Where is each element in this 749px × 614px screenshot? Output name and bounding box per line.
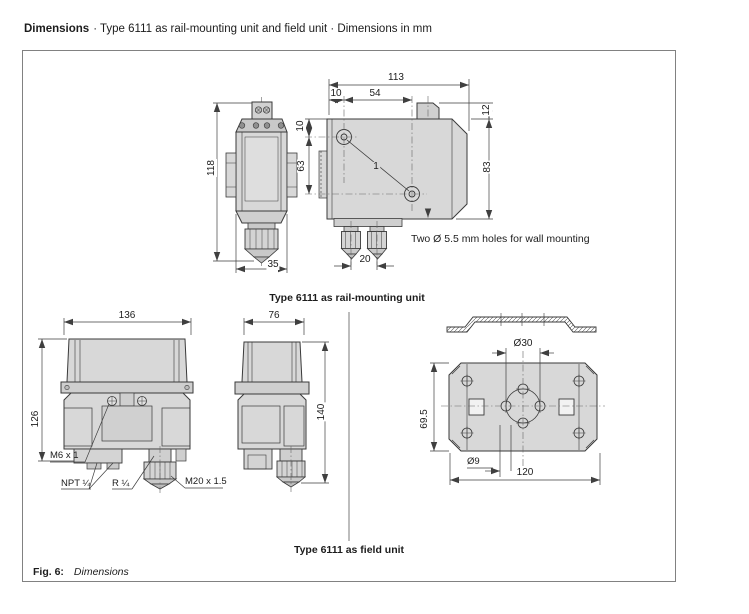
dim-hole-offset-x: 10 [330, 88, 342, 99]
dim-field-side-height: 140 [316, 403, 327, 421]
dim-field-front-height: 126 [30, 410, 41, 428]
dim-rail-base-width: 35 [267, 259, 279, 270]
thread-gland-label: M20 x 1.5 [185, 476, 227, 487]
page-title [24, 23, 432, 35]
bracket-profile [447, 317, 596, 332]
rail-unit-side-view [213, 97, 297, 273]
figure-number: Fig. 6: [33, 566, 64, 578]
title-word: Dimensions [24, 23, 90, 35]
dim-plate-bolt-circle: Ø30 [513, 338, 533, 349]
dim-gland-span: 20 [359, 254, 371, 265]
field-unit-side-view [235, 318, 329, 492]
dim-body-height: 83 [482, 161, 493, 173]
thread-conduit-label: NPT ¼ [61, 478, 91, 489]
rail-unit-caption: Type 6111 as rail-mounting unit [269, 292, 425, 304]
dim-plate-hole-dia: Ø9 [467, 456, 480, 467]
figure-caption-text: Dimensions [73, 566, 129, 578]
wall-mounting-note: Two Ø 5.5 mm holes for wall mounting [411, 233, 590, 245]
dim-plate-height: 69.5 [419, 409, 430, 429]
title-subtitle: · Type 6111 as rail-mounting unit and field unit · Dimensions in mm [93, 23, 432, 35]
dim-hole-span-y: 63 [296, 160, 307, 172]
field-unit-front-view [38, 318, 223, 493]
dim-rail-height: 118 [206, 160, 217, 176]
hole-ref-label: 1 [373, 161, 379, 172]
dim-boss-height: 12 [481, 104, 492, 116]
dim-field-side-width: 76 [268, 310, 280, 321]
thread-pipe-label: R ¼ [112, 478, 130, 489]
figure-caption [33, 566, 129, 578]
field-unit-caption: Type 6111 as field unit [293, 544, 405, 556]
dim-hole-span-x: 54 [369, 88, 381, 99]
figure-box [22, 50, 676, 582]
dim-field-front-width: 136 [118, 310, 136, 321]
dim-rail-total-width: 113 [388, 72, 404, 83]
dim-hole-offset-y: 10 [295, 120, 306, 132]
dim-plate-width: 120 [516, 467, 534, 478]
thread-vent-label: M6 x 1 [50, 450, 79, 461]
